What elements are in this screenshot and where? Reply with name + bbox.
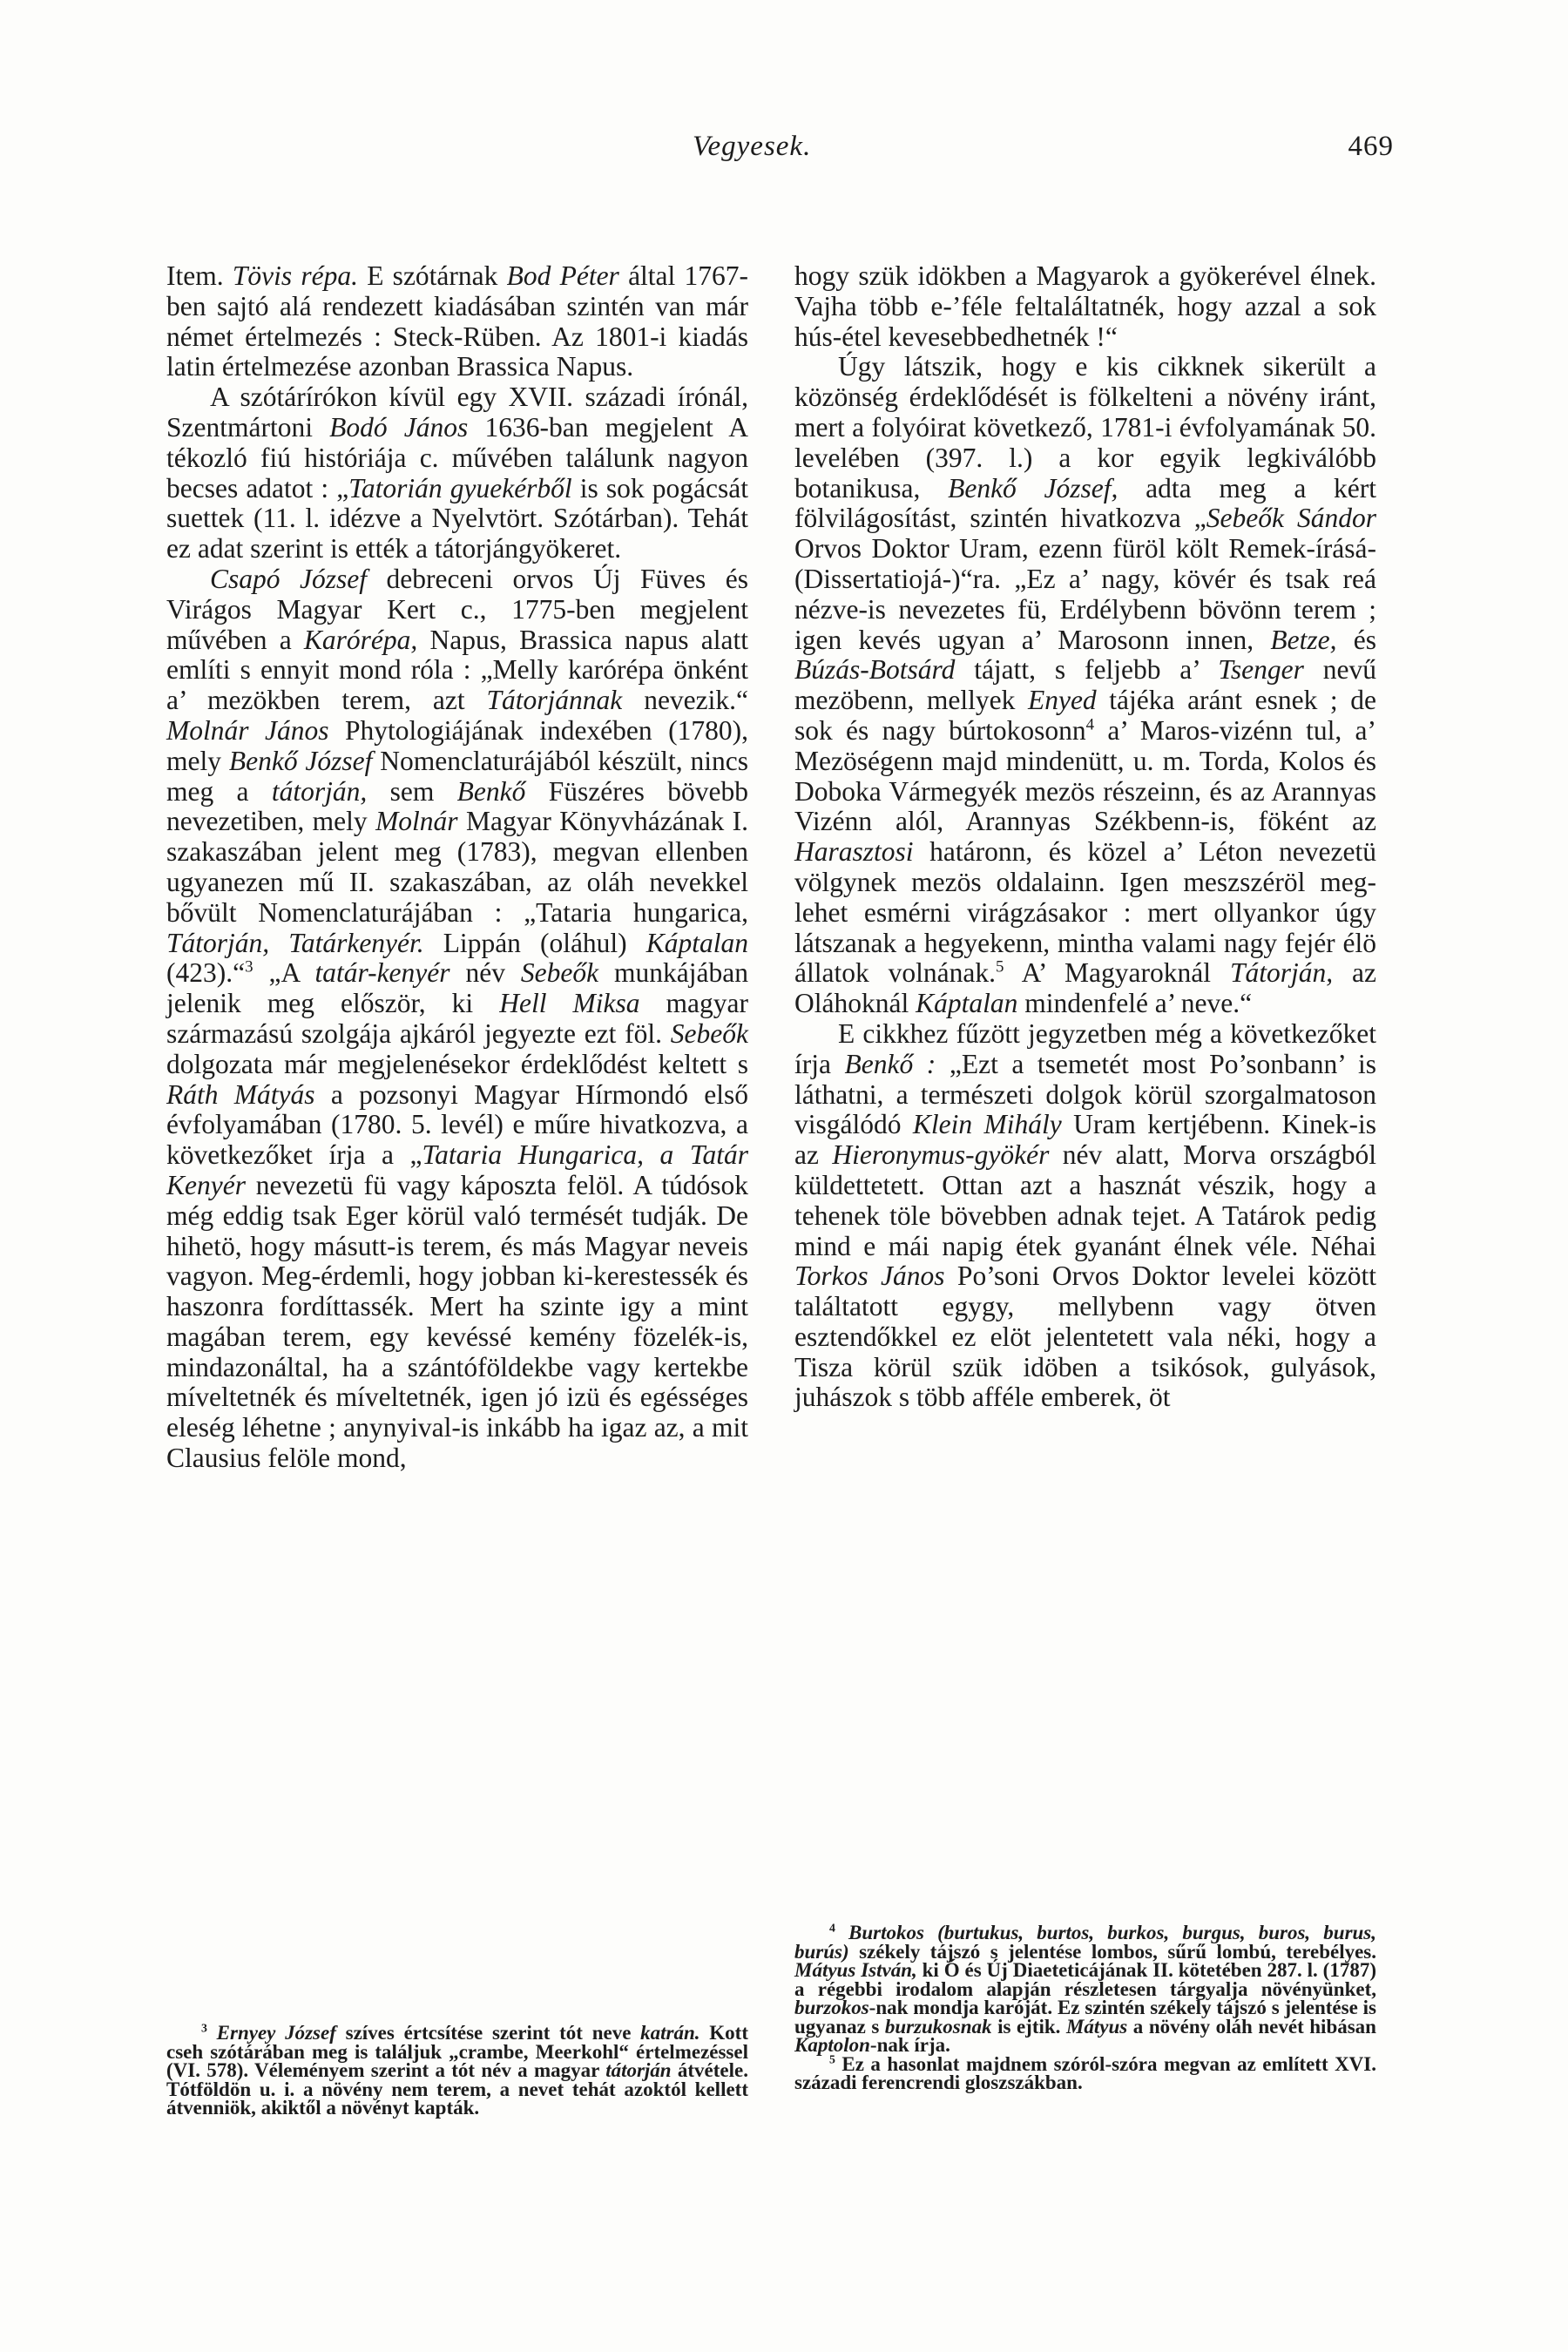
footnote-ref: 3 <box>245 957 253 977</box>
italic-span: katrán. <box>640 2022 700 2044</box>
italic-span: burzukosnak <box>884 2015 992 2038</box>
footnote-ref: 5 <box>829 2051 835 2065</box>
italic-span: Mátyus István, <box>794 1959 917 1981</box>
paragraph: A szótárírókon kívül egy XVII. századi írónál, Szentmártoni Bodó János 1636-ban megjelent A tékozló fiú históriája c. művében találunk nagyon becses adatot : „Tatorián gyuekérből is sok pogácsát suettek (11. l. idézve a Nyelvtört. Szótárban). Tehát ez adat szerint is ették a tátorjángyökeret. <box>166 382 748 564</box>
italic-span: Káptalan <box>645 927 748 958</box>
italic-span: Molnár János <box>166 714 329 746</box>
italic-span: Hieronymus-gyökér <box>832 1139 1050 1171</box>
italic-span: Tátorjánnak <box>486 685 623 716</box>
italic-span: Harasztosi <box>794 836 914 868</box>
footnote-ref: 3 <box>201 2021 207 2035</box>
paragraph: E cikkhez fűzött jegyzetben még a következőket írja Benkő : „Ezt a tsemetét most Po’sonbann’ is láthatni, a természeti dolgok körül szorgalmatoson visgálódó Klein Mihály Uram kertjébenn. Kinek-is az Hieronymus-gyökér név alatt, Morva országból küldettetett. Ottan azt a hasznát vészik, hogy a tehenek töle bövebben adnak tejet. A Tatárok pedig mind e mái napig étek gyanánt élnek véle. Néhai Torkos János Po’soni Orvos Doktor levelei között találtatott egygy, mellybenn vagy ötven esztendőkkel ez elöt jelentetett vala néki, hogy a Tisza körül szük idöben a tsikósok, gulyások, juhászok s több afféle emberek, öt <box>794 1017 1377 1413</box>
italic-span: Káptalan <box>916 988 1018 1019</box>
footnote-5: $^5$ Ez a hasonlat majdnem szóról-szóra megvan az említett XVI. századi ferencrendi gloszszákban. <box>794 2051 1376 2093</box>
italic-span: Sebeők Sándor <box>1206 503 1376 534</box>
footnote-ref: 5 <box>996 957 1004 977</box>
italic-span: Benkő <box>456 775 526 807</box>
running-head <box>693 131 1394 183</box>
footnotes-left <box>166 2021 748 2119</box>
italic-span: Csapó József <box>210 563 368 594</box>
italic-span: Hell Miksa <box>499 988 640 1019</box>
paragraph: hogy szük idökben a Magyarok a gyökerével élnek. Vajha több e-’féle feltaláltatnék, hogy azzal a sok hús-étel kevesebbedhetnék !“ <box>794 260 1376 352</box>
footnote-ref: 4 <box>829 1921 835 1935</box>
italic-span: Tatorián gyuekérből <box>348 472 572 504</box>
italic-span: Benkő József, <box>948 472 1119 504</box>
italic-span: Mátyus <box>1065 2015 1128 2038</box>
italic-span: Búzás-Botsárd <box>794 654 956 686</box>
paragraph: Úgy látszik, hogy e kis cikknek sikerült a közönség érdeklődését is fölkelteni a növény iránt, mert a folyóirat következő, 1781-i évfolyamának 50. levelében (397. l.) a kor egyik legkiválóbb botanikusa, Benkő József, adta meg a kért fölvilágosítást, szintén hivatkozva „Sebeők Sándor Orvos Doktor Uram, ezenn füröl költ Remek-írásá-(Dissertatiojá-)“ra. „Ez a’ nagy, kövér és tsak reá nézve-is nevezetes fü, Erdélybenn bövönn terem ; igen kevés ugyan a’ Marosonn innen, Betze, és Búzás-Botsárd tájatt, s feljebb a’ Tsenger nevű mezöbenn, mellyek Enyed tájéka aránt esnek ; de sok és nagy búrtokosonn$^4$ a’ Maros-vizénn tul, a’ Mezöségenn majd mindenütt, u. m. Torda, Kolos és Doboka Vármegyék mezös részeinn, és az Arannyas Vizénn alól, Arannyas Székbenn-is, föként az Harasztosi határonn, és közel a’ Léton nevezetü völgynek mezös oldalainn. Igen meszszéröl meg-lehet esmérni virágzásakor : mert ollyankor úgy látszanak a hegyekenn, mintha valami nagy fejér élö állatok volnának.$^5$ A’ Magyaroknál Tátorján, az Oláhoknál Káptalan mindenfelé a’ neve.“ <box>794 351 1377 1019</box>
italic-span: Tataria Hungarica, a Tatár Kenyér <box>166 1139 748 1200</box>
right-column <box>794 261 1376 1413</box>
italic-span: Enyed <box>1027 685 1097 716</box>
italic-span: Tátorján, Tatárkenyér. <box>166 927 424 958</box>
italic-span: burzokos <box>794 1997 869 2018</box>
italic-span: Betze, <box>1270 624 1337 655</box>
italic-span: tátorján <box>605 2059 672 2081</box>
italic-span: Tátorján, <box>1229 957 1334 989</box>
italic-span: Benkő : <box>844 1048 936 1079</box>
paragraph: Csapó József debreceni orvos Új Füves és Virágos Magyar Kert c., 1775-ben megjelent művében a Karórépa, Napus, Brassica napus alatt említi s ennyit mond róla : „Melly karórépa önként a’ mezökben terem, azt Tátorjánnak nevezik.“ Molnár János Phytologiájának indexében (1780), mely Benkő József Nomenclaturájából készült, nincs meg a tátorján, sem Benkő Füszéres bövebb nevezetiben, mely Molnár Magyar Könyvházának I. szakaszában jelent meg (1783), megvan ellenben ugyanezen mű II. szakaszában, az oláh nevekkel bővült Nomenclaturájában : „Tataria hungarica, Tátorján, Tatárkenyér. Lippán (oláhul) Káptalan (423).“$^3$ „A tatár-kenyér név Sebeők munkájában jelenik meg először, ki Hell Miksa magyar származású szolgája ajkáról jegyezte ezt föl. Sebeők dolgozata már megjelenésekor érdeklődést keltett s Ráth Mátyás a pozsonyi Magyar Hírmondó első évfolyamában (1780. 5. levél) e műre hivatkozva, a következőket írja a „Tataria Hungarica, a Tatár Kenyér nevezetü fü vagy káposzta felöl. A túdósok még eddig tsak Eger körül való termését tudják. De hihetö, hogy másutt-is terem, és más Magyar neveis vagyon. Meg-érdemli, hogy jobban ki-kerestessék és haszonra fordíttassék. Mert ha szinte igy a mint magában terem, egy kevéssé kemény fözelék-is, mindazonáltal, ha a szántóföldekbe vagy kertekbe míveltetnék és míveltetnék, igen jó izü és egésséges eleség léhetne ; anynyival-is inkább ha igaz az, a mit Clausius felöle mond, <box>166 563 749 1474</box>
italic-span: Bodó János <box>329 411 469 443</box>
italic-span: Molnár <box>375 806 458 837</box>
italic-span: tátorján, <box>271 775 368 807</box>
italic-span: Karórépa, <box>303 624 418 655</box>
footnote-3: $^3$ Ernyey József szíves értcsítése szerint tót neve katrán. Kott cseh szótárában meg is találjuk „crambe, Meerkohl“ értelmezéssel (VI. 578). Véleményem szerint a tót név a magyar tátorján átvétele. Tótföldön u. i. a növény nem terem, a nevet tehát azoktól kellett átvenniök, akiktől a növényt kapták. <box>166 2021 748 2119</box>
running-head-title: Vegyesek. <box>693 131 812 162</box>
italic-span: Burtokos (burtukus, burtos, burkos, burgus, buros, burus, burús) <box>794 1922 1377 1963</box>
italic-span: Ernyey József <box>216 2022 336 2044</box>
italic-span: Tsenger <box>1218 654 1304 686</box>
italic-span: Bod Péter <box>506 260 619 291</box>
italic-span: Benkő József <box>228 745 373 776</box>
italic-span: Torkos János <box>794 1260 945 1292</box>
footnote-ref: 4 <box>1085 715 1095 734</box>
left-column <box>166 261 748 1474</box>
italic-span: Ráth Mátyás <box>166 1078 315 1110</box>
paragraph: Item. Tövis répa. E szótárnak Bod Péter által 1767-ben sajtó alá rendezett kiadásában szintén van már német értelmezés : Steck-Rüben. Az 1801-i kiadás latin értelmezése azonban Brassica Napus. <box>166 260 749 382</box>
page-number: 469 <box>1348 131 1394 162</box>
footnote-4: $^4$ Burtokos (burtukus, burtos, burkos, burgus, buros, burus, burús) székely tájszó s jelentése lombos, sűrű lombú, terebélyes. Mátyus István, ki Ó és Új Diaeteticájának II. kötetében 287. l. (1787) a régebbi irodalom alapján részletesen tárgyalja növényünket, burzokos-nak mondja karóját. Ez szintén székely tájszó s jelentése is ugyanaz s burzukosnak is ejtik. Mátyus a növény oláh nevét hibásan Kaptolon-nak írja. <box>794 1921 1377 2056</box>
italic-span: Sebeők <box>670 1017 748 1049</box>
italic-span: Klein Mihály <box>912 1109 1062 1140</box>
footnotes-right <box>794 1923 1376 2092</box>
italic-span: Sebeők <box>520 957 599 989</box>
italic-span: Tövis répa. <box>232 260 358 291</box>
italic-span: Kaptolon <box>794 2034 870 2056</box>
italic-span: tatár-kenyér <box>314 957 450 989</box>
